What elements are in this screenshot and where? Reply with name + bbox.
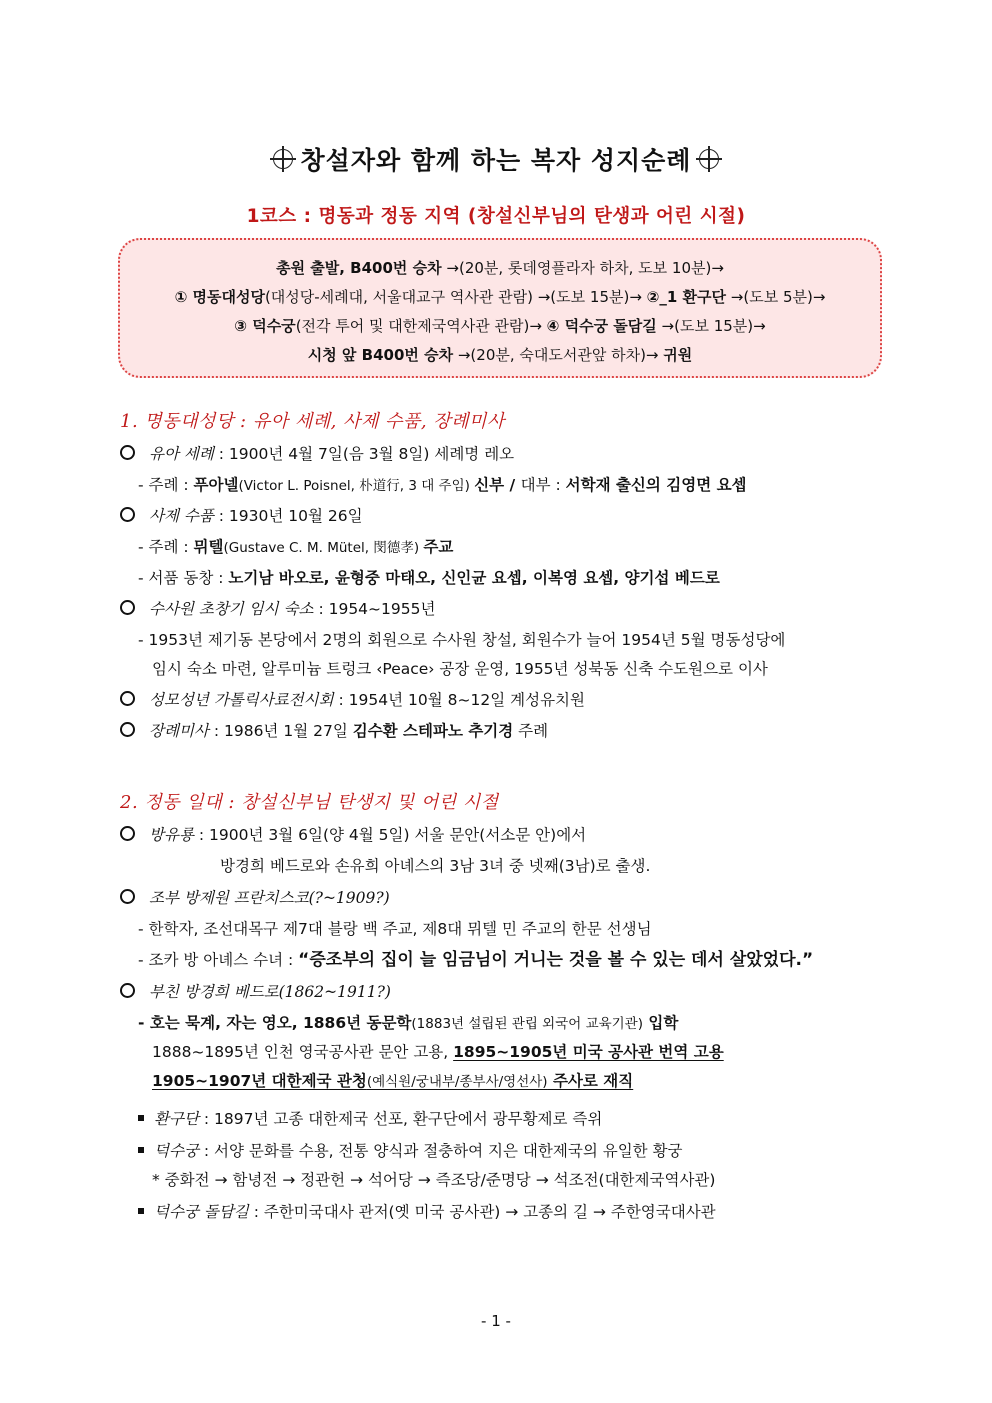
list-item: - 호는 묵계, 자는 영오, 1886년 동문학(1883년 설립된 관립 외국어 교육기관) 입학: [138, 1014, 679, 1032]
page-number: - 1 -: [481, 1312, 511, 1330]
circle-bullet-icon: [120, 445, 135, 460]
circle-bullet-icon: [120, 600, 135, 615]
circle-bullet-icon: [120, 722, 135, 737]
list-item: - 주례 : 뮈텔(Gustave C. M. Mütel, 閔德孝) 주교: [138, 538, 454, 556]
square-bullet-icon: [138, 1208, 144, 1214]
list-item: 수사원 초창기 임시 숙소 : 1954~1955년: [120, 596, 435, 622]
section-2-heading: 2. 정동 일대 : 창설신부님 탄생지 및 어린 시절: [120, 792, 499, 813]
route-box: [118, 238, 882, 378]
route-line-1: 총원 출발, B400번 승차 →(20분, 롯데영플라자 하차, 도보 10분)→: [276, 259, 724, 277]
list-item: 조부 방제원 프란치스코(?~1909?): [120, 885, 390, 911]
list-item: 환구단 : 1897년 고종 대한제국 선포, 환구단에서 광무황제로 즉위: [120, 1106, 602, 1132]
cross-icon: [273, 149, 293, 169]
title-text: 창설자와 함께 하는 복자 성지순례: [300, 146, 692, 175]
list-item: - 주례 : 푸아넬(Victor L. Poisnel, 朴道行, 3 대 주임) 신부 / 대부 : 서학재 출신의 김영면 요셉: [138, 476, 747, 494]
page-title: [0, 141, 992, 177]
circle-bullet-icon: [120, 507, 135, 522]
list-item: 방경희 베드로와 손유희 아녜스의 3남 3녀 중 넷째(3남)로 출생.: [220, 857, 651, 875]
cross-icon: [699, 149, 719, 169]
circle-bullet-icon: [120, 983, 135, 998]
list-item: - 한학자, 조선대목구 제7대 블랑 백 주교, 제8대 뮈텔 민 주교의 한문 선생님: [138, 920, 652, 938]
course-subtitle: 1코스 : 명동과 정동 지역 (창설신부님의 탄생과 어린 시절): [246, 206, 746, 227]
list-item: 유아 세례 : 1900년 4월 7일(음 3월 8일) 세례명 레오: [120, 441, 514, 467]
list-item: - 서품 동창 : 노기남 바오로, 윤형중 마태오, 신인균 요셉, 이복영 요셉, 양기섭 베드로: [138, 569, 720, 587]
list-item: 성모성년 가톨릭사료전시회 : 1954년 10월 8~12일 계성유치원: [120, 687, 585, 713]
circle-bullet-icon: [120, 889, 135, 904]
route-line-3: ③ 덕수궁(전각 투어 및 대한제국역사관 관람)→ ④ 덕수궁 돌담길 →(도보 15분)→: [234, 317, 766, 335]
list-item: * 중화전 → 함녕전 → 정관헌 → 석어당 → 즉조당/준명당 → 석조전(대한제국역사관): [152, 1171, 716, 1189]
list-item: 부친 방경희 베드로(1862~1911?): [120, 979, 391, 1005]
circle-bullet-icon: [120, 691, 135, 706]
list-item: 방유룡 : 1900년 3월 6일(양 4월 5일) 서울 문안(서소문 안)에서: [120, 822, 586, 848]
list-item: 덕수궁 : 서양 문화를 수용, 전통 양식과 절충하여 지은 대한제국의 유일한 황궁: [120, 1138, 683, 1164]
list-item: 1905~1907년 대한제국 관청(예식원/궁내부/종부사/영선사) 주사로 재직: [152, 1072, 634, 1090]
route-line-2: ① 명동대성당(대성당-세례대, 서울대교구 역사관 관람) →(도보 15분)→ ②_1 환구단 →(도보 5분)→: [174, 288, 826, 306]
square-bullet-icon: [138, 1147, 144, 1153]
list-item: 장례미사 : 1986년 1월 27일 김수환 스테파노 추기경 주례: [120, 718, 548, 744]
list-item: - 1953년 제기동 본당에서 2명의 회원으로 수사원 창설, 회원수가 늘어 1954년 5월 명동성당에: [138, 631, 786, 649]
section-1-heading: 1. 명동대성당 : 유아 세례, 사제 수품, 장례미사: [120, 411, 505, 432]
list-item: 사제 수품 : 1930년 10월 26일: [120, 503, 363, 529]
route-line-4: 시청 앞 B400번 승차 →(20분, 숙대도서관앞 하차)→ 귀원: [307, 346, 693, 364]
list-item: 덕수궁 돌담길 : 주한미국대사 관저(옛 미국 공사관) → 고종의 길 → 주한영국대사관: [120, 1199, 716, 1225]
square-bullet-icon: [138, 1115, 144, 1121]
circle-bullet-icon: [120, 826, 135, 841]
list-item: - 조카 방 아녜스 수녀 : “증조부의 집이 늘 임금님이 거니는 것을 볼 수 있는 데서 살았었다.”: [138, 950, 814, 970]
list-item: 임시 숙소 마련, 알루미늄 트렁크 ‹Peace› 공장 운영, 1955년 성북동 신축 수도원으로 이사: [152, 660, 768, 678]
list-item: 1888~1895년 인천 영국공사관 문안 고용, 1895~1905년 미국 공사관 번역 고용: [152, 1043, 724, 1061]
